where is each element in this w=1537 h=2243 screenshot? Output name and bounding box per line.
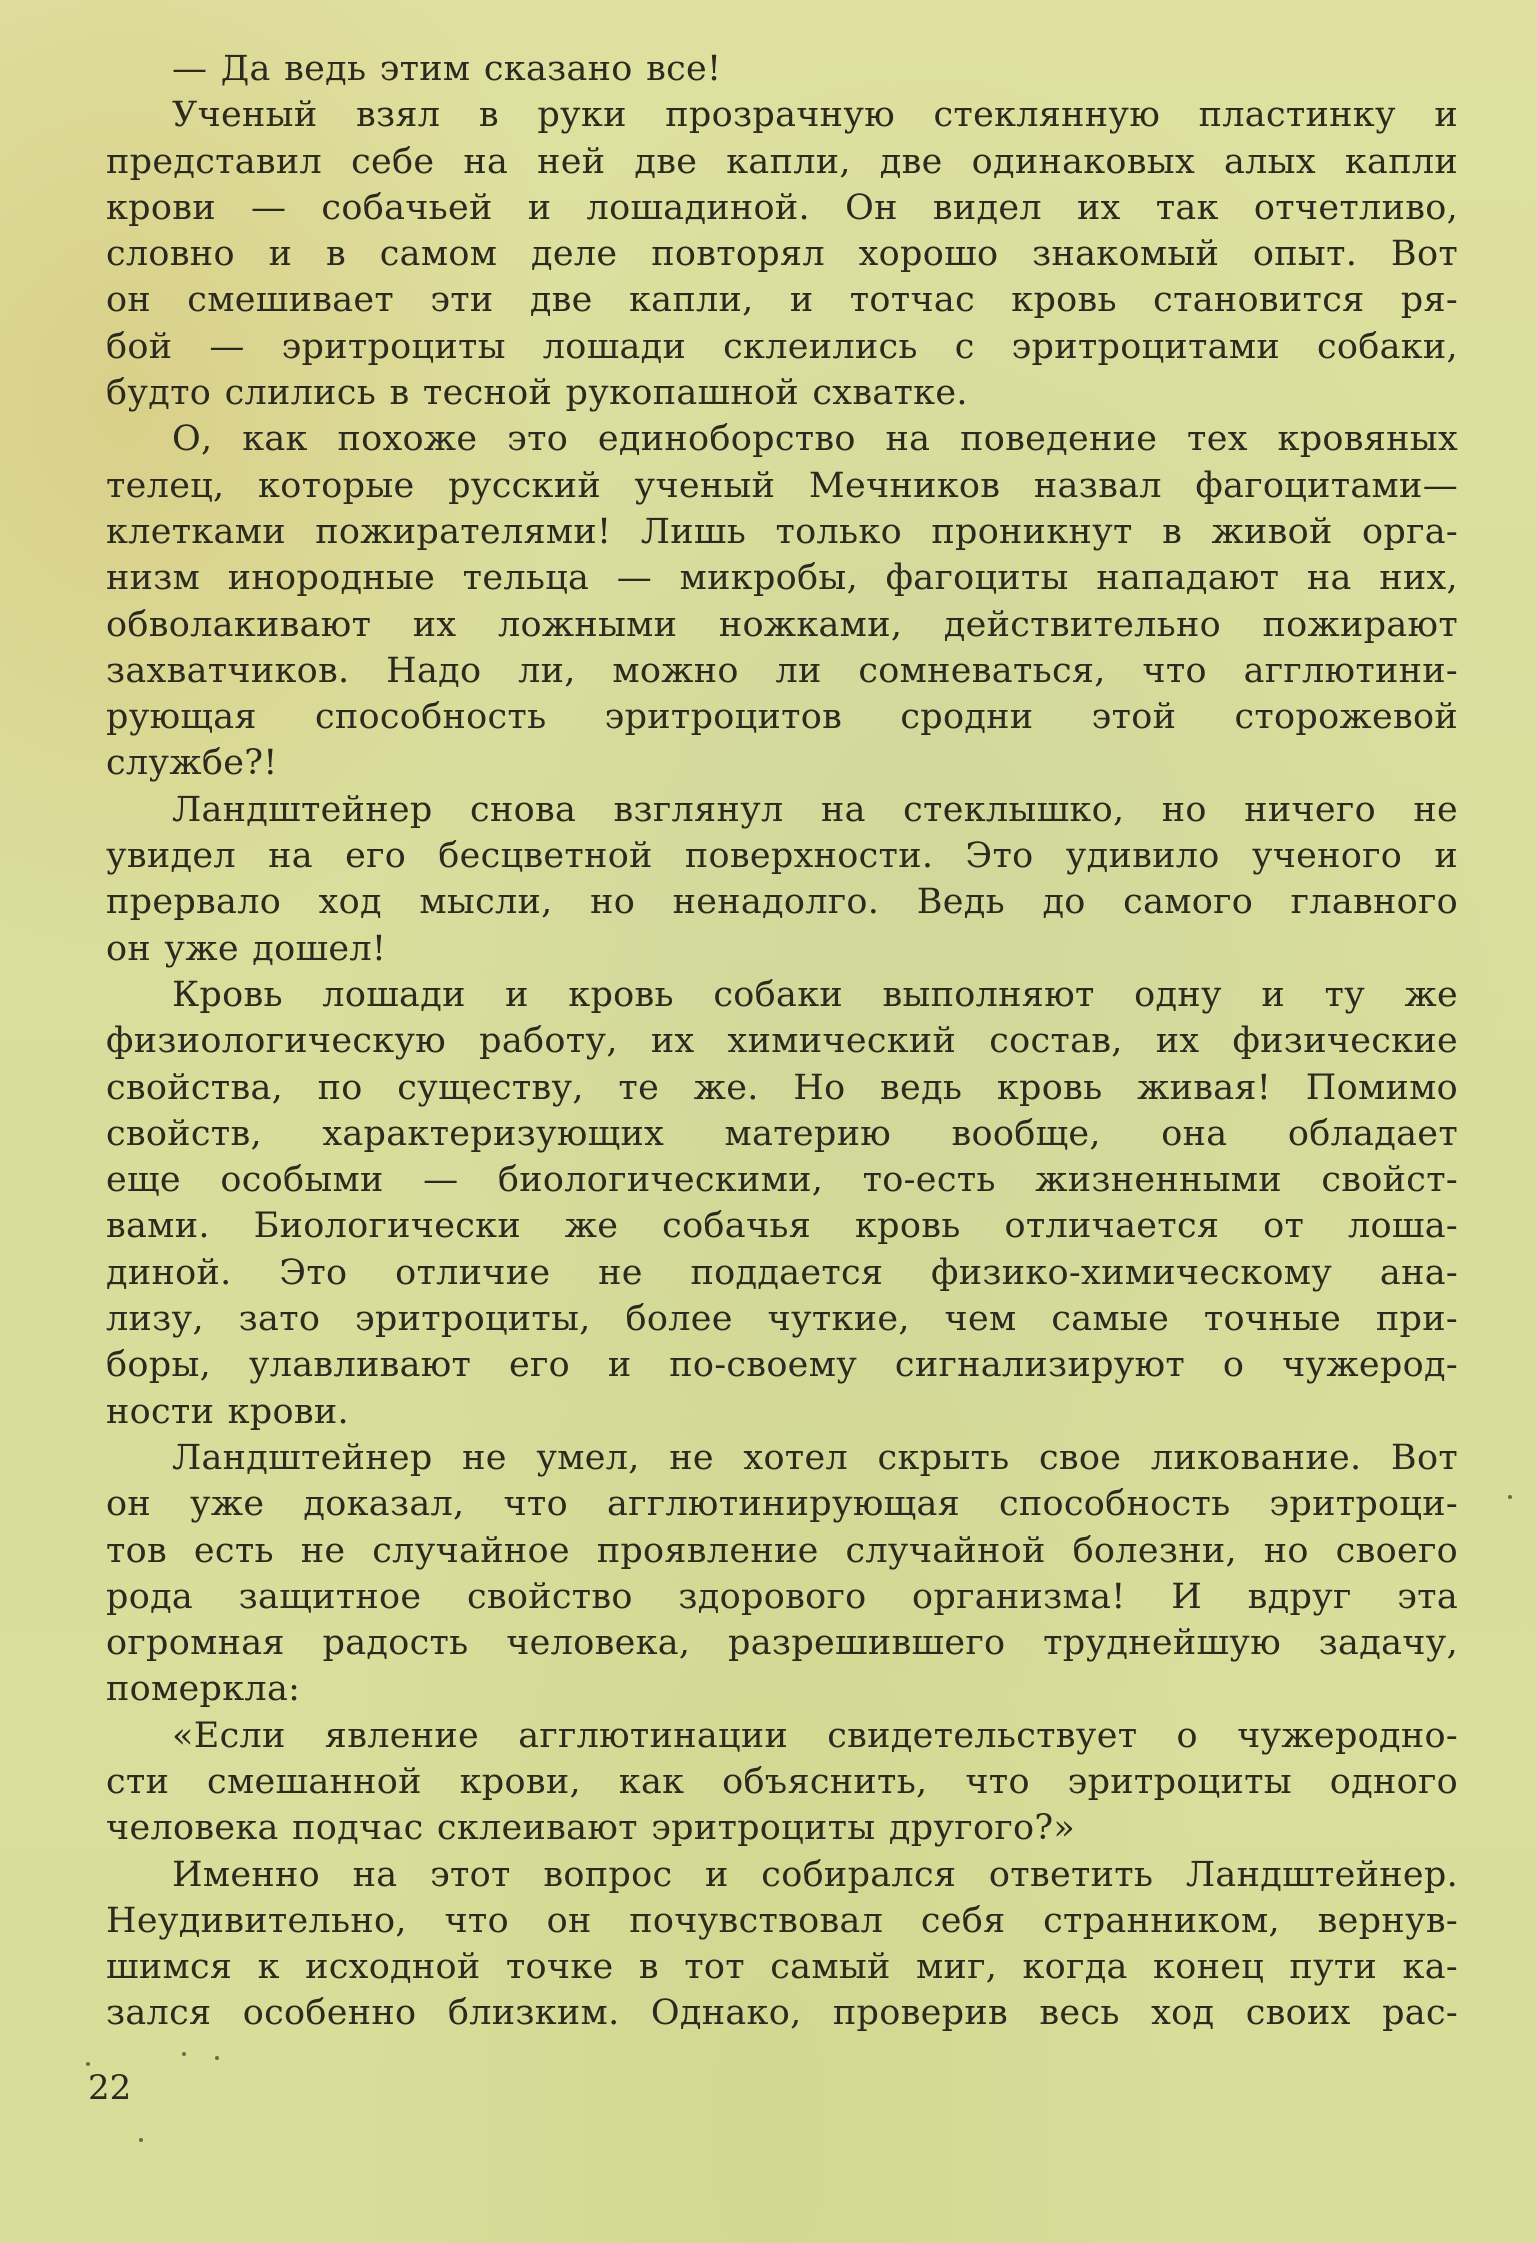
- text-line: физиологическую работу, их химический состав, их физические: [106, 1021, 1458, 1062]
- text-line: прервало ход мысли, но ненадолго. Ведь до самого главного: [106, 882, 1458, 923]
- text-line: клетками пожирателями! Лишь только проникнут в живой орга-: [106, 511, 1458, 552]
- text-line: тов есть не случайное проявление случайной болезни, но своего: [106, 1530, 1458, 1571]
- text-line: вами. Биологически же собачья кровь отличается от лоша-: [106, 1206, 1458, 1247]
- paragraph: [106, 92, 1458, 416]
- text-line: он смешивает эти две капли, и тотчас кровь становится ря-: [106, 280, 1458, 321]
- text-line: еще особыми — биологическими, то-есть жизненными свойст-: [106, 1160, 1458, 1201]
- paragraph: [106, 1713, 1458, 1852]
- text-line: службе?!: [106, 743, 278, 784]
- text-line: увидел на его бесцветной поверхности. Это удивило ученого и: [106, 836, 1458, 877]
- text-line: Ландштейнер снова взглянул на стеклышко, но ничего не: [172, 789, 1458, 830]
- text-line: — Да ведь этим сказано все!: [172, 49, 722, 89]
- print-speck: [182, 2052, 186, 2056]
- page-body: [106, 46, 1458, 2037]
- print-speck: [1508, 1495, 1512, 1499]
- text-line: обволакивают их ложными ножками, действительно пожирают: [106, 604, 1458, 645]
- text-line: будто слились в тесной рукопашной схватке.: [106, 373, 968, 414]
- text-line: огромная радость человека, разрешившего труднейшую задачу,: [106, 1623, 1458, 1664]
- text-line: лизу, зато эритроциты, более чуткие, чем самые точные при-: [106, 1299, 1458, 1340]
- text-line: он уже дошел!: [106, 928, 387, 969]
- text-line: представил себе на ней две капли, две одинаковых алых капли: [106, 141, 1458, 182]
- text-line: Ученый взял в руки прозрачную стеклянную пластинку и: [172, 95, 1458, 136]
- print-speck: [215, 2056, 219, 2060]
- text-line: Кровь лошади и кровь собаки выполняют одну и ту же: [172, 974, 1458, 1015]
- text-line: крови — собачьей и лошадиной. Он видел их так отчетливо,: [106, 187, 1458, 228]
- text-line: словно и в самом деле повторял хорошо знакомый опыт. Вот: [106, 234, 1458, 275]
- text-line: зался особенно близким. Однако, проверив весь ход своих рас-: [106, 1993, 1458, 2034]
- page-number: 22: [88, 2068, 132, 2108]
- text-line: человека подчас склеивают эритроциты другого?»: [106, 1808, 1076, 1849]
- paragraph: [106, 1852, 1458, 2037]
- text-line: боры, улавливают его и по-своему сигнализируют о чужерод-: [106, 1345, 1458, 1386]
- text-line: померкла:: [106, 1669, 301, 1710]
- text-line: Неудивительно, что он почувствовал себя странником, вернув-: [106, 1900, 1458, 1941]
- paragraph: [106, 1435, 1458, 1713]
- text-line: свойств, характеризующих материю вообще, она обладает: [106, 1113, 1458, 1154]
- text-line: сти смешанной крови, как объяснить, что эритроциты одного: [106, 1761, 1458, 1802]
- text-line: захватчиков. Надо ли, можно ли сомневаться, что агглютини-: [106, 650, 1458, 691]
- text-line: низм инородные тельца — микробы, фагоциты нападают на них,: [106, 558, 1458, 599]
- text-line: ности крови.: [106, 1391, 349, 1432]
- text-line: «Если явление агглютинации свидетельствует о чужеродно-: [172, 1715, 1458, 1756]
- text-line: рода защитное свойство здорового организма! И вдруг эта: [106, 1576, 1458, 1617]
- text-line: Именно на этот вопрос и собирался ответить Ландштейнер.: [172, 1854, 1458, 1895]
- paragraph: [106, 972, 1458, 1435]
- text-line: свойства, по существу, те же. Но ведь кровь живая! Помимо: [106, 1067, 1458, 1108]
- paragraph: [106, 46, 1458, 92]
- text-line: бой — эритроциты лошади склеились с эритроцитами собаки,: [106, 326, 1458, 367]
- text-line: рующая способность эритроцитов сродни этой сторожевой: [106, 697, 1458, 738]
- text-line: диной. Это отличие не поддается физико-химическому ана-: [106, 1252, 1458, 1293]
- text-line: он уже доказал, что агглютинирующая способность эритроци-: [106, 1484, 1458, 1525]
- paragraph: [106, 787, 1458, 972]
- text-line: телец, которые русский ученый Мечников назвал фагоцитами—: [106, 465, 1458, 506]
- text-line: шимся к исходной точке в тот самый миг, когда конец пути ка-: [106, 1947, 1458, 1988]
- print-speck: [86, 2062, 90, 2066]
- print-speck: [139, 2138, 143, 2142]
- paragraph: [106, 416, 1458, 786]
- text-line: О, как похоже это единоборство на поведение тех кровяных: [172, 419, 1458, 460]
- text-line: Ландштейнер не умел, не хотел скрыть свое ликование. Вот: [172, 1437, 1458, 1478]
